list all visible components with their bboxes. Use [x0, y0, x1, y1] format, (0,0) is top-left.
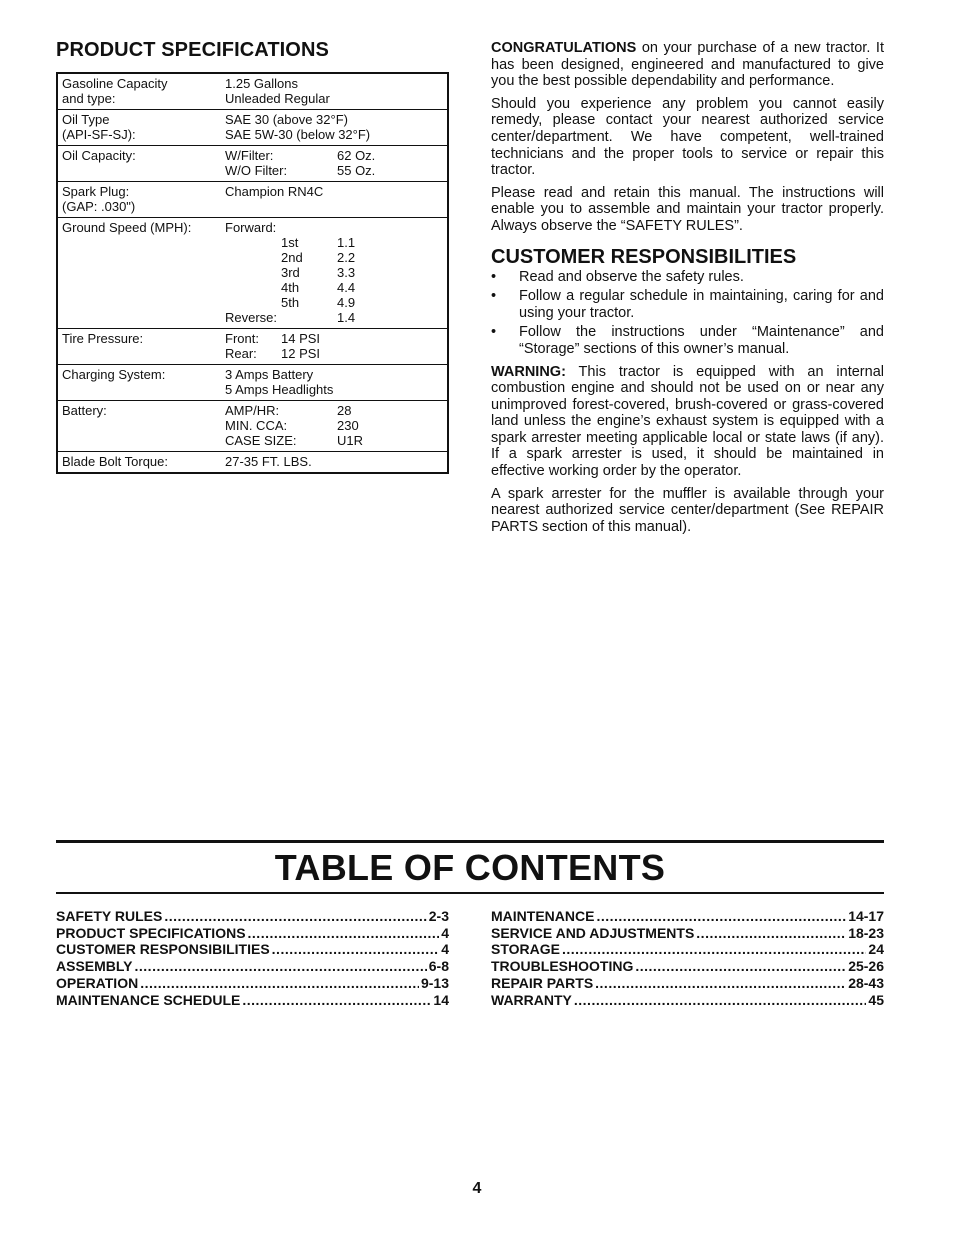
spec-key: Forward:: [225, 220, 277, 235]
reverse-row: [225, 310, 443, 325]
toc-entry-title: STORAGE: [491, 941, 560, 958]
product-specifications-section: [56, 38, 449, 474]
spec-value: U1R: [337, 433, 364, 448]
toc-entry-title: WARRANTY: [491, 991, 572, 1008]
spec-value: 3 Amps Battery: [225, 367, 314, 382]
gear-speed: 4.9: [337, 295, 356, 310]
spec-row-tire-pressure: [58, 328, 447, 364]
warning-paragraph: [491, 364, 884, 480]
spec-row-blade-bolt-torque: [58, 451, 447, 472]
toc-entry-page: 28-43: [848, 974, 884, 991]
toc-entry-maintenance[interactable]: [491, 908, 884, 925]
toc-entry-title: MAINTENANCE SCHEDULE: [56, 991, 241, 1008]
spec-row-charging-system: [58, 364, 447, 400]
spec-row-spark-plug: [58, 181, 447, 217]
dot-leader: [242, 992, 431, 1009]
bullet: •: [491, 268, 497, 285]
toc-entry-page: 4: [441, 941, 449, 958]
toc-entry-troubleshooting[interactable]: [491, 958, 884, 975]
spec-key: Front:: [225, 331, 259, 346]
spec-key: Rear:: [225, 346, 257, 361]
gear-row: [225, 265, 443, 280]
spec-label: (GAP: .030"): [62, 199, 136, 214]
dot-leader: [595, 975, 846, 992]
toc-entry-title: REPAIR PARTS: [491, 974, 594, 991]
toc-entry-maintenance-schedule[interactable]: [56, 992, 449, 1009]
gear-speed: 1.1: [337, 235, 356, 250]
service-paragraph: Should you experience any problem you cannot easily remedy, please contact your nearest authorized service center/department. We have competent, well-trained technicians and the proper tools to service or repair this tractor.: [491, 95, 884, 179]
list-item: [491, 288, 884, 321]
toc-entry-title: PRODUCT SPECIFICATIONS: [56, 924, 246, 941]
gear-label: 4th: [281, 280, 300, 295]
spec-value: Champion RN4C: [225, 184, 324, 199]
toc-entry-page: 14-17: [848, 908, 884, 924]
retain-manual-paragraph: Please read and retain this manual. The instructions will enable you to assemble and maintain your tractor properly. Always observe the “SAFETY RULES”.: [491, 184, 884, 234]
spec-value: 55 Oz.: [337, 163, 376, 178]
dot-leader: [574, 992, 867, 1009]
gear-speed: 1.4: [337, 310, 356, 325]
intro-section: [491, 40, 884, 541]
toc-entry-title: TROUBLESHOOTING: [491, 958, 634, 975]
dot-leader: [596, 908, 846, 925]
spec-value: Unleaded Regular: [225, 91, 330, 106]
product-specifications-heading: PRODUCT SPECIFICATIONS: [56, 39, 329, 61]
spec-row-battery: [58, 400, 447, 451]
spec-key: AMP/HR:: [225, 403, 280, 418]
spec-key: W/O Filter:: [225, 163, 288, 178]
toc-entry-product-specifications[interactable]: [56, 925, 449, 942]
spec-value: 1.25 Gallons: [225, 76, 298, 91]
toc-entry-service-and-adjustments[interactable]: [491, 925, 884, 942]
list-item-text: Follow the instructions under “Maintenance” and “Storage” sections of this owner’s manual.: [519, 324, 884, 357]
spec-label: Oil Type: [62, 112, 110, 127]
toc-top-rule: [56, 840, 884, 843]
congratulations-label: CONGRATULATIONS: [491, 40, 637, 56]
spec-row-oil-type: [58, 109, 447, 145]
congratulations-paragraph: [491, 40, 884, 90]
bullet: •: [491, 324, 497, 341]
dot-leader: [562, 941, 866, 958]
gear-label: 3rd: [281, 265, 300, 280]
dot-leader: [696, 925, 846, 942]
spec-label: (API-SF-SJ):: [62, 127, 136, 142]
toc-entry-title: SERVICE AND ADJUSTMENTS: [491, 924, 695, 941]
spec-label: Oil Capacity:: [62, 148, 136, 163]
spec-value: 14 PSI: [281, 331, 321, 346]
spec-row-ground-speed: [58, 217, 447, 328]
bullet: •: [491, 288, 497, 305]
gear-row: [225, 295, 443, 310]
dot-leader: [164, 908, 426, 925]
spec-label: and type:: [62, 91, 116, 106]
spec-value: 5 Amps Headlights: [225, 382, 334, 397]
toc-entry-title: OPERATION: [56, 974, 139, 991]
dot-leader: [248, 925, 440, 942]
toc-entry-title: MAINTENANCE: [491, 908, 595, 924]
dot-leader: [135, 958, 427, 975]
spec-key: W/Filter:: [225, 148, 274, 163]
dot-leader: [140, 975, 419, 992]
toc-right-column: [491, 908, 884, 1008]
gear-label: 2nd: [281, 250, 303, 265]
toc-entry-page: 6-8: [428, 958, 449, 975]
dot-leader: [635, 958, 846, 975]
toc-entry-safety-rules[interactable]: [56, 908, 449, 925]
toc-entry-page: 4: [441, 924, 449, 941]
spec-value: SAE 5W-30 (below 32°F): [225, 127, 371, 142]
toc-entry-title: SAFETY RULES: [56, 908, 163, 924]
toc-bottom-rule: [56, 892, 884, 894]
toc-entry-page: 18-23: [848, 924, 884, 941]
toc-entry-page: 9-13: [420, 974, 449, 991]
spec-value: 12 PSI: [281, 346, 321, 361]
spec-value: SAE 30 (above 32°F): [225, 112, 348, 127]
warning-text: This tractor is equipped with an internal combustion engine and should not be used on or near any unimproved forest-covered, brush-covered or grass-covered land unless the engine’s exhaust system is equipped with a spark arrester meeting applicable local or state laws (if any). If a spark arrester is used, it should be maintained in effective working order by the operator.: [491, 363, 884, 480]
spec-label: Tire Pressure:: [62, 331, 144, 346]
spark-arrester-paragraph: A spark arrester for the muffler is available through your nearest authorized service center/department (See REPAIR PARTS section of this manual).: [491, 485, 884, 535]
spec-value: 27-35 FT. LBS.: [225, 454, 312, 469]
warning-label: WARNING:: [491, 363, 566, 380]
toc-entry-title: ASSEMBLY: [56, 958, 133, 975]
spec-key: MIN. CCA:: [225, 418, 288, 433]
toc-entry-storage[interactable]: [491, 941, 884, 958]
toc-entry-page: 2-3: [428, 908, 449, 924]
customer-responsibilities-heading: CUSTOMER RESPONSIBILITIES: [491, 245, 797, 268]
toc-entry-customer-responsibilities[interactable]: [56, 941, 449, 958]
spec-label: Gasoline Capacity: [62, 76, 168, 91]
gear-row: [225, 280, 443, 295]
spec-label: Battery:: [62, 403, 107, 418]
toc-entry-page: 24: [868, 941, 884, 958]
gear-row: [225, 235, 443, 250]
spec-label: Blade Bolt Torque:: [62, 454, 168, 469]
list-item: [491, 269, 884, 286]
toc-entry-page: 14: [433, 991, 449, 1008]
list-item: [491, 324, 884, 357]
toc-entry-warranty[interactable]: [491, 992, 884, 1009]
specifications-table: [56, 72, 449, 474]
responsibilities-list: [491, 269, 884, 358]
spec-value: 62 Oz.: [337, 148, 376, 163]
spec-value: 230: [337, 418, 359, 433]
spec-row-oil-capacity: [58, 145, 447, 181]
spec-label: Charging System:: [62, 367, 166, 382]
toc-entry-assembly[interactable]: [56, 958, 449, 975]
congratulations-text: on your purchase of a new tractor. It has been designed, engineered and manufactured to give you the best possible dependability and performance.: [491, 40, 884, 90]
toc-entry-page: 25-26: [848, 958, 884, 975]
list-item-text: Read and observe the safety rules.: [519, 268, 744, 285]
toc-left-column: [56, 908, 449, 1008]
spec-key: Reverse:: [225, 310, 278, 325]
dot-leader: [272, 941, 440, 958]
gear-label: 5th: [281, 295, 300, 310]
toc-entry-page: 45: [868, 991, 884, 1008]
gear-label: 1st: [281, 235, 299, 250]
spec-label: Ground Speed (MPH):: [62, 220, 192, 235]
toc-entry-repair-parts[interactable]: [491, 975, 884, 992]
page-number: 4: [472, 1180, 482, 1197]
toc-title: TABLE OF CONTENTS: [274, 847, 666, 888]
gear-speed: 3.3: [337, 265, 356, 280]
toc-entry-operation[interactable]: [56, 975, 449, 992]
spec-key: CASE SIZE:: [225, 433, 297, 448]
spec-value: 28: [337, 403, 352, 418]
spec-row-gasoline: [58, 74, 447, 109]
spec-label: Spark Plug:: [62, 184, 130, 199]
gear-speed: 2.2: [337, 250, 356, 265]
toc-entry-title: CUSTOMER RESPONSIBILITIES: [56, 941, 270, 958]
list-item-text: Follow a regular schedule in maintaining, caring for and using your tractor.: [519, 288, 884, 321]
gear-row: [225, 250, 443, 265]
gear-speed: 4.4: [337, 280, 356, 295]
